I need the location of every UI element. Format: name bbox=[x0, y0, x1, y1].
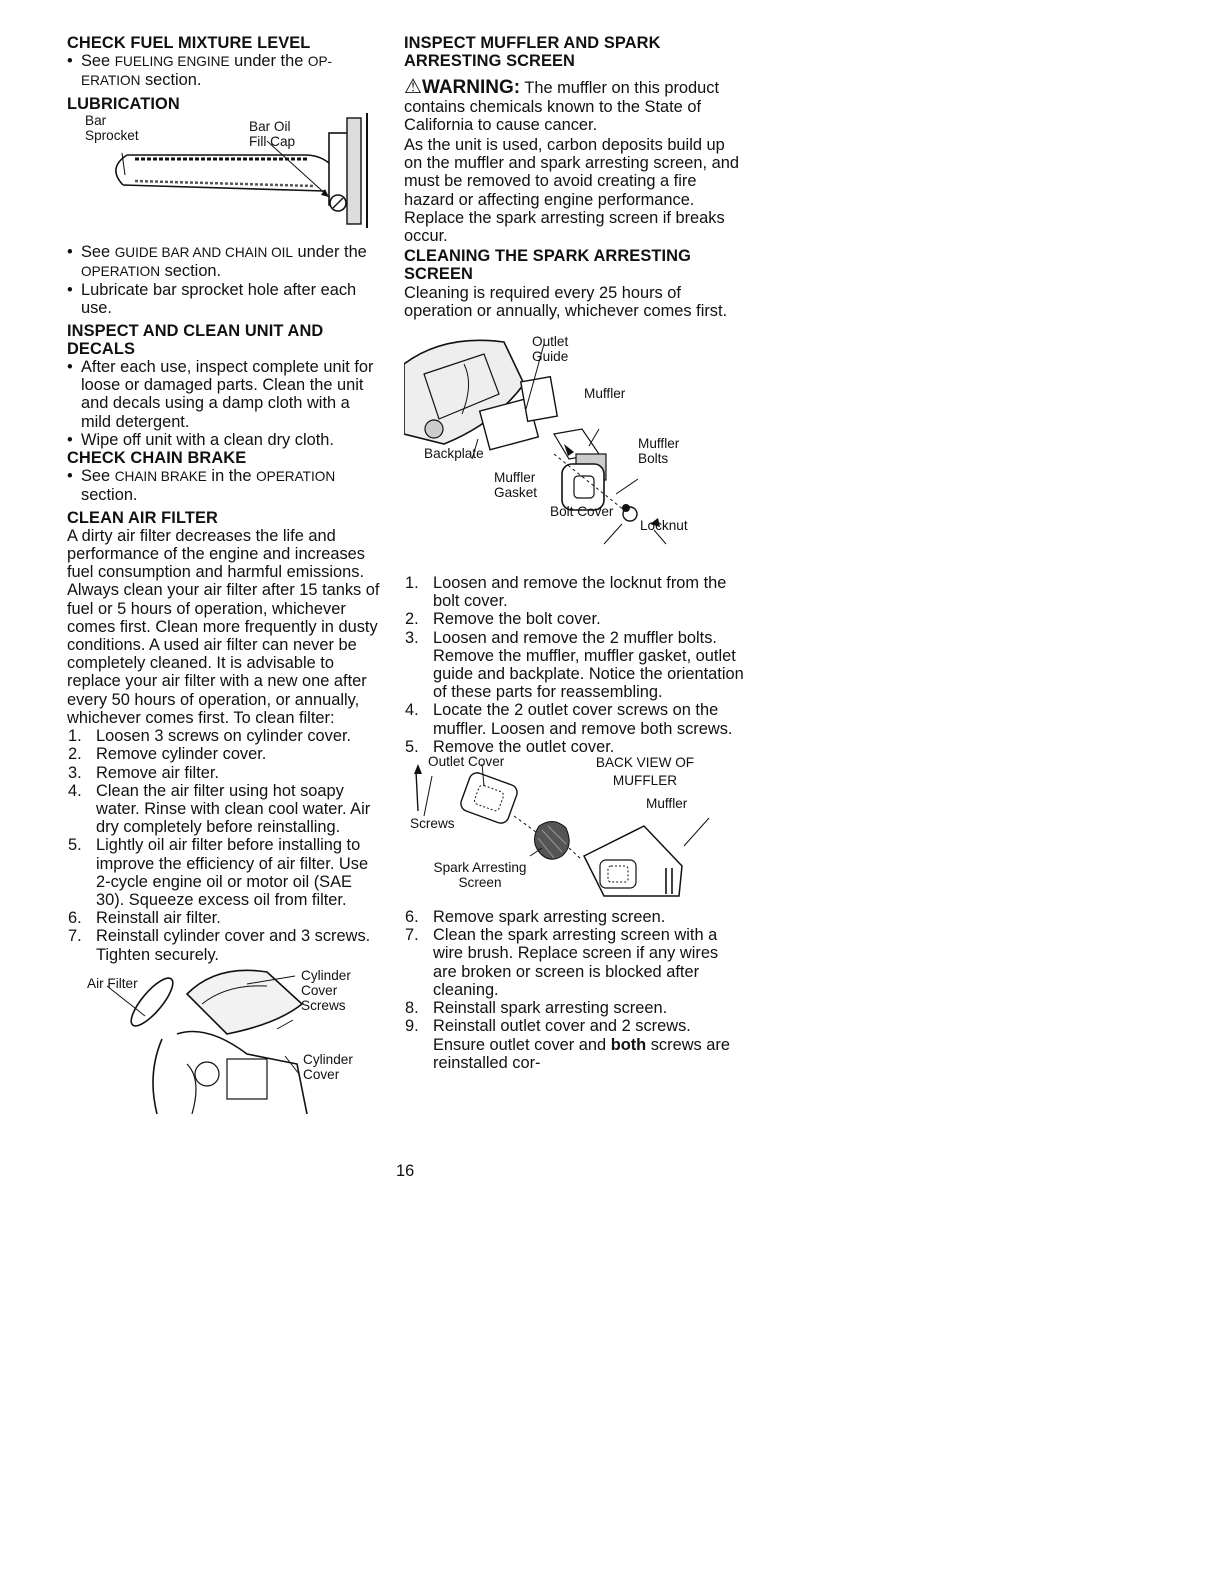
label-screws: Screws bbox=[410, 816, 455, 832]
step-number: 2. bbox=[68, 745, 82, 764]
text: section. bbox=[140, 71, 202, 90]
step-number: 7. bbox=[68, 927, 82, 946]
muffler-paragraph-2: Replace the spark arresting screen if breaks occur. bbox=[404, 208, 725, 246]
step-text: Clean the air filter using hot soapy water. Rinse with clean cool water. Air dry completely before reinstalling. bbox=[96, 781, 371, 837]
text-smallcaps: GUIDE BAR AND CHAIN OIL bbox=[114, 244, 293, 260]
air-filter-figure bbox=[67, 964, 383, 1114]
inspect-bullet-2: • Wipe off unit with a clean dry cloth. bbox=[67, 431, 383, 449]
filter-paragraph: A dirty air filter decreases the life and performance of the engine and increases fuel consumption and harmful emissions. Always clean your air filter after 15 tanks of fuel or 5 hours of operation, whichever comes first. Clean more frequently in dusty conditions. A used air filter can never be completely cleaned. It is advisable to replace your air filter with a new one after every 50 hours of operation, or annually, whichever comes first. To clean filter: bbox=[67, 526, 380, 727]
page-number: 16 bbox=[396, 1162, 415, 1180]
list-item bbox=[404, 908, 744, 926]
warning-label: WARNING: bbox=[421, 77, 521, 99]
brake-bullet bbox=[67, 467, 383, 504]
list-item bbox=[67, 927, 383, 963]
step-text: Remove cylinder cover. bbox=[96, 745, 267, 764]
text: section. bbox=[81, 486, 138, 505]
step-text: Loosen and remove the locknut from the bolt cover. bbox=[433, 574, 727, 611]
label-cylinder-cover: Cylinder Cover bbox=[303, 1051, 353, 1082]
step-text: Reinstall spark arresting screen. bbox=[433, 999, 668, 1018]
list-item bbox=[67, 764, 383, 782]
list-item bbox=[67, 909, 383, 927]
step-number: 5. bbox=[405, 737, 419, 756]
step-text: Reinstall cylinder cover and 3 screws. Tighten securely. bbox=[96, 927, 371, 964]
label-air-filter: Air Filter bbox=[87, 975, 138, 991]
label-back-view-muffler: BACK VIEW OF MUFFLER bbox=[595, 755, 695, 789]
lub-bullet-1 bbox=[67, 243, 383, 281]
list-item bbox=[404, 610, 744, 628]
step-text: Remove air filter. bbox=[96, 763, 219, 782]
heading-check-fuel: CHECK FUEL MIXTURE LEVEL bbox=[67, 34, 311, 52]
label-locknut: Locknut bbox=[640, 518, 688, 534]
heading-lubrication: LUBRICATION bbox=[67, 94, 180, 113]
text: See bbox=[81, 52, 115, 71]
step-number: 8. bbox=[405, 999, 419, 1018]
heading-air-filter: CLEAN AIR FILTER bbox=[67, 508, 218, 527]
step-text-bold: both bbox=[610, 1035, 647, 1054]
fuel-bullet bbox=[67, 52, 383, 90]
step-text: Remove the bolt cover. bbox=[433, 610, 601, 629]
label-cylinder-cover-screws: Cylinder Cover Screws bbox=[301, 967, 351, 1013]
step-text: Reinstall air filter. bbox=[96, 909, 221, 928]
step-text: Clean the spark arresting screen with a wire brush. Replace screen if any wires are broken or screen is blocked after cleaning. bbox=[433, 926, 719, 999]
list-item bbox=[67, 836, 383, 909]
step-text: Locate the 2 outlet cover screws on the muffler. Loosen and remove both screws. bbox=[433, 701, 733, 738]
inspect-bullet-1: • After each use, inspect complete unit for loose or damaged parts. Clean the unit and decals using a damp cloth with a mild detergent. bbox=[67, 358, 383, 431]
text: See bbox=[81, 242, 115, 261]
heading-cleaning-screen: CLEANING THE SPARK ARRESTING SCREEN bbox=[404, 247, 691, 284]
muffler-steps-list-b bbox=[404, 908, 744, 1072]
label-backplate: Backplate bbox=[424, 446, 484, 462]
step-number: 7. bbox=[405, 926, 419, 945]
step-text: Remove spark arresting screen. bbox=[433, 908, 666, 927]
list-item bbox=[404, 701, 744, 737]
warning-text: The muffler on this product contains chemicals known to the State of California to cause cancer. bbox=[404, 79, 720, 134]
bar-chain-figure bbox=[67, 113, 383, 243]
heading-inspect-clean: INSPECT AND CLEAN UNIT AND DECALS bbox=[67, 321, 324, 358]
text-smallcaps: OPERATION bbox=[256, 469, 336, 485]
list-item bbox=[404, 926, 744, 999]
list-item bbox=[404, 999, 744, 1017]
right-column bbox=[404, 34, 744, 1072]
text-smallcaps: OP-ERATION bbox=[81, 54, 333, 89]
step-text: Loosen and remove the 2 muffler bolts. Remove the muffler, muffler gasket, outlet guide and backplate. Notice the orientation of these parts for reassembling. bbox=[433, 628, 744, 702]
step-number: 5. bbox=[68, 836, 82, 855]
text: section. bbox=[160, 262, 222, 281]
step-number: 9. bbox=[405, 1017, 419, 1036]
lub-bullet-2: • Lubricate bar sprocket hole after each use. bbox=[67, 281, 383, 317]
step-text: Reinstall outlet cover and 2 screws. Ensure outlet cover and bbox=[433, 1017, 691, 1054]
label-bolt-cover: Bolt Cover bbox=[550, 504, 614, 520]
list-item bbox=[67, 782, 383, 837]
muffler-exploded-figure bbox=[404, 334, 744, 574]
label-outlet-cover: Outlet Cover bbox=[428, 754, 505, 770]
warning-triangle-icon: ⚠ bbox=[404, 76, 422, 99]
text: under the bbox=[229, 52, 308, 71]
step-text: Loosen 3 screws on cylinder cover. bbox=[96, 727, 352, 746]
text: under the bbox=[292, 242, 367, 261]
list-item bbox=[404, 574, 744, 610]
muffler-steps-list-a bbox=[404, 574, 744, 756]
left-column bbox=[67, 34, 383, 1114]
step-number: 3. bbox=[405, 628, 419, 647]
heading-inspect-muffler: INSPECT MUFFLER AND SPARK ARRESTING SCREEN bbox=[404, 34, 661, 71]
step-text: screws are reinstalled cor- bbox=[433, 1035, 730, 1072]
text-smallcaps: FUELING ENGINE bbox=[114, 54, 230, 70]
text: in the bbox=[206, 467, 257, 486]
step-number: 1. bbox=[68, 727, 82, 746]
label-muffler-back: Muffler bbox=[646, 796, 688, 812]
text-smallcaps: OPERATION bbox=[81, 264, 161, 280]
step-number: 6. bbox=[68, 909, 82, 928]
label-bar-sprocket: Bar Sprocket bbox=[85, 112, 139, 143]
label-spark-arresting-screen: Spark Arresting Screen bbox=[433, 860, 527, 891]
warning-paragraph bbox=[404, 78, 744, 134]
label-muffler-bolts: Muffler Bolts bbox=[638, 436, 680, 467]
spark-screen-figure bbox=[404, 756, 744, 908]
step-number: 2. bbox=[405, 610, 419, 629]
label-muffler-gasket: Muffler Gasket bbox=[494, 470, 538, 501]
list-item bbox=[404, 629, 744, 702]
list-item bbox=[67, 727, 383, 745]
label-outlet-guide: Outlet Guide bbox=[532, 334, 569, 365]
filter-steps-list bbox=[67, 727, 383, 964]
step-number: 6. bbox=[405, 908, 419, 927]
heading-chain-brake: CHECK CHAIN BRAKE bbox=[67, 449, 247, 468]
step-text: Remove the outlet cover. bbox=[433, 737, 615, 756]
step-number: 4. bbox=[405, 701, 419, 720]
text-smallcaps: CHAIN BRAKE bbox=[114, 469, 207, 485]
step-number: 3. bbox=[68, 763, 82, 782]
list-item bbox=[404, 1017, 744, 1072]
step-text: Lightly oil air filter before installing to improve the efficiency of air filter. Use 2-cycle engine oil or motor oil (SAE 30). Squeeze excess oil from filter. bbox=[96, 836, 369, 909]
text: See bbox=[81, 467, 115, 486]
label-muffler: Muffler bbox=[584, 386, 626, 402]
label-bar-oil-fill-cap: Bar Oil Fill Cap bbox=[249, 118, 296, 149]
cleaning-paragraph: Cleaning is required every 25 hours of operation or annually, whichever comes first. bbox=[404, 283, 728, 320]
step-number: 4. bbox=[68, 781, 82, 800]
step-number: 1. bbox=[405, 574, 419, 593]
list-item bbox=[67, 745, 383, 763]
muffler-paragraph-1: As the unit is used, carbon deposits build up on the muffler and spark arresting screen, and must be removed to avoid creating a fire hazard or affecting engine performance. bbox=[404, 136, 739, 209]
